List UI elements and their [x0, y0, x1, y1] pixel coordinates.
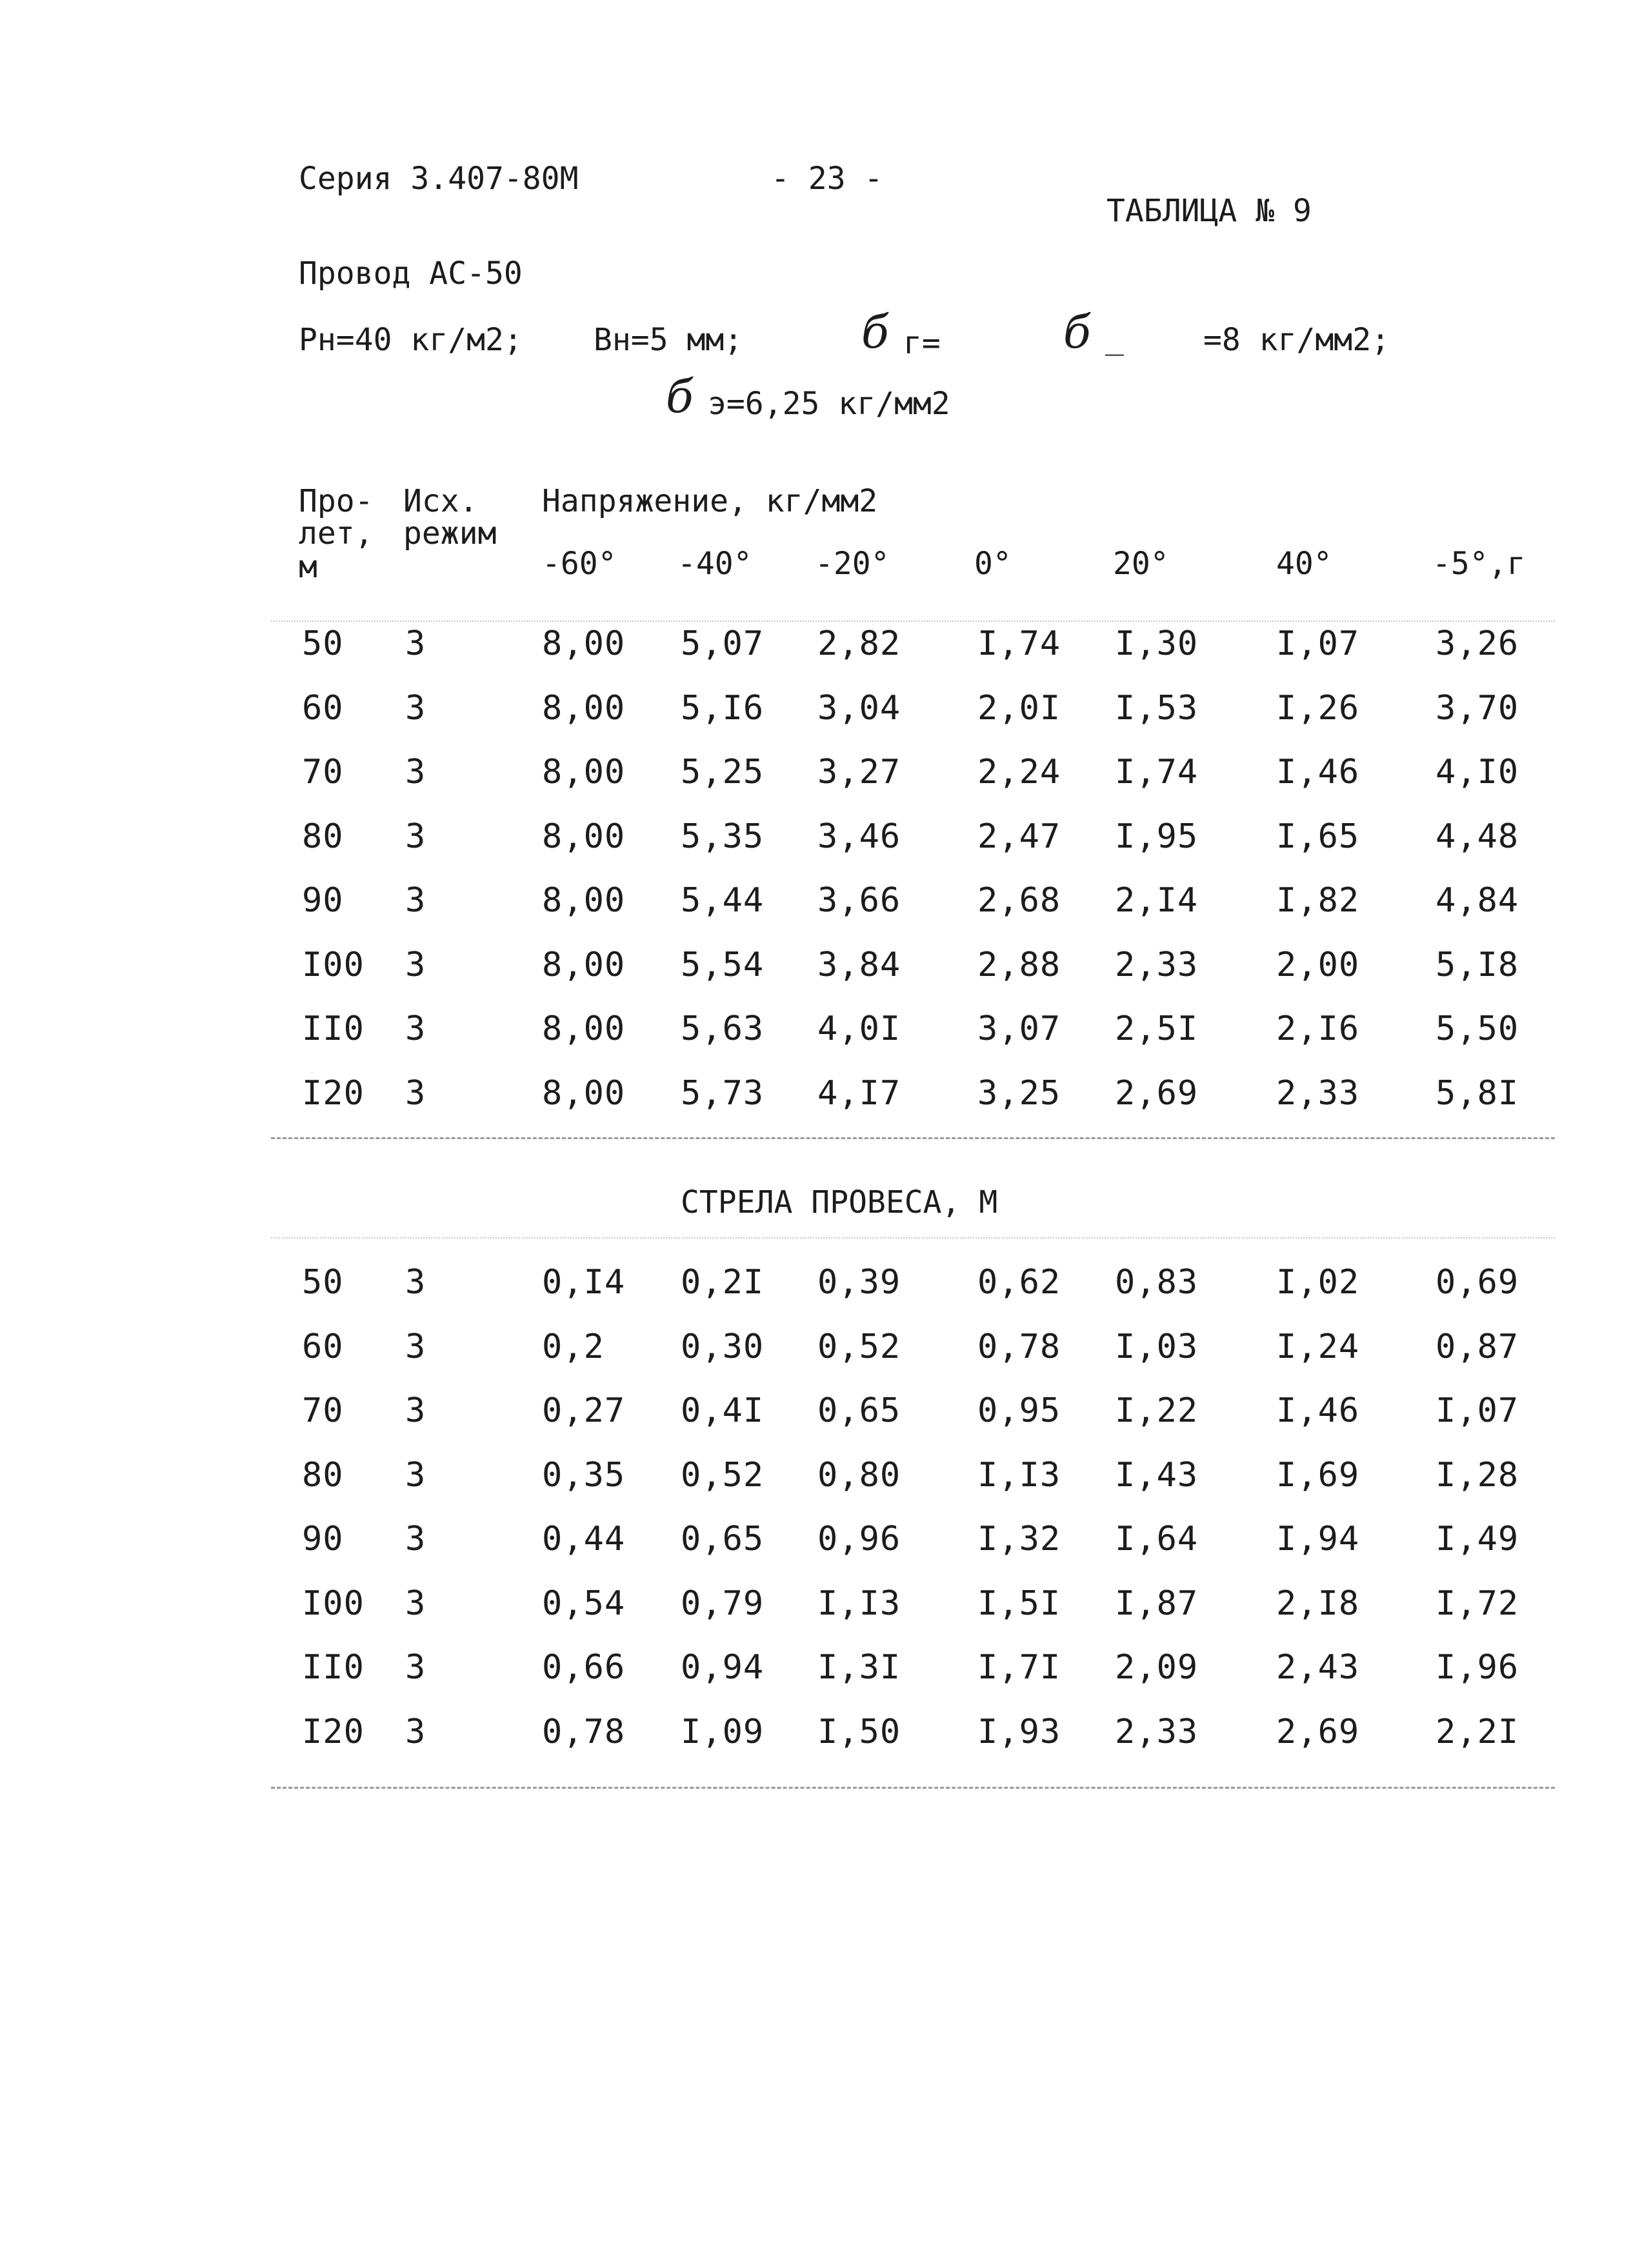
sag-row	[0, 1712, 1631, 1754]
value-cell: 5,25	[681, 753, 765, 791]
temp-header: -20°	[815, 546, 890, 582]
value-cell: I,95	[1115, 817, 1199, 856]
span-cell: 90	[302, 1520, 344, 1558]
value-cell: 2,I8	[1276, 1584, 1360, 1623]
value-cell: 2,68	[977, 881, 1061, 920]
value-cell: I,43	[1115, 1455, 1199, 1495]
sag-row	[0, 1522, 1631, 1561]
value-cell: 0,79	[681, 1584, 765, 1623]
value-cell: 2,69	[1276, 1712, 1360, 1751]
value-cell: 8,00	[542, 881, 626, 920]
value-cell: I,7I	[977, 1648, 1061, 1687]
value-cell: 0,94	[681, 1648, 765, 1687]
span-cell: I00	[302, 945, 365, 984]
value-cell: I,64	[1115, 1520, 1199, 1558]
value-cell: I,22	[1115, 1391, 1199, 1430]
stress-row	[0, 817, 1631, 859]
value-cell: 0,87	[1436, 1327, 1519, 1366]
mode-cell: 3	[405, 1010, 426, 1048]
span-cell: 80	[302, 817, 344, 856]
value-cell: I,46	[1276, 753, 1360, 791]
value-cell: 3,27	[817, 753, 901, 791]
value-cell: 0,62	[977, 1263, 1061, 1302]
param-pn: Рн=40 кг/м2;	[299, 322, 523, 358]
value-cell: I,3I	[817, 1648, 901, 1687]
span-cell: 90	[302, 881, 344, 920]
value-cell: 5,8I	[1436, 1073, 1519, 1113]
sag-header-divider	[271, 1237, 1555, 1238]
value-cell: 3,07	[977, 1010, 1061, 1048]
stress-row	[0, 755, 1631, 794]
value-cell: 0,54	[542, 1584, 626, 1623]
col-mode-line2: режим	[403, 515, 497, 552]
value-cell: 0,96	[817, 1520, 901, 1558]
value-cell: I,74	[1115, 753, 1199, 791]
sag-title: СТРЕЛА ПРОВЕСА, М	[681, 1184, 998, 1220]
span-cell: I20	[302, 1712, 365, 1751]
value-cell: 4,I7	[817, 1073, 901, 1113]
value-cell: 0,78	[542, 1712, 626, 1751]
stress-row	[0, 688, 1631, 730]
value-cell: 3,04	[817, 688, 901, 728]
mode-cell: 3	[405, 1648, 426, 1687]
sag-row	[0, 1648, 1631, 1689]
value-cell: 2,69	[1115, 1073, 1199, 1113]
temp-header: 40°	[1276, 546, 1332, 582]
value-cell: I,82	[1276, 881, 1360, 920]
value-cell: I,65	[1276, 817, 1360, 856]
value-cell: 0,2	[542, 1327, 605, 1366]
mode-cell: 3	[405, 1455, 426, 1495]
page-number: - 23 -	[771, 161, 883, 197]
value-cell: I,50	[817, 1712, 901, 1751]
value-cell: 0,78	[977, 1327, 1061, 1366]
span-cell: 80	[302, 1455, 344, 1495]
span-cell: I00	[302, 1584, 365, 1623]
span-cell: II0	[302, 1648, 365, 1687]
param-bn: Вн=5 мм;	[594, 322, 743, 358]
value-cell: 2,09	[1115, 1648, 1199, 1687]
sigma-minus-symbol: б	[1063, 306, 1091, 359]
value-cell: 0,83	[1115, 1263, 1199, 1302]
stress-row	[0, 945, 1631, 987]
value-cell: I,94	[1276, 1520, 1360, 1558]
sag-row	[0, 1584, 1631, 1626]
table-title: ТАБЛИЦА № 9	[1106, 193, 1312, 229]
value-cell: 0,30	[681, 1327, 765, 1366]
value-cell: 0,52	[681, 1455, 765, 1495]
span-cell: 50	[302, 1263, 344, 1302]
value-cell: 0,80	[817, 1455, 901, 1495]
value-cell: 0,65	[817, 1391, 901, 1430]
sigma-minus-suffix: _	[1105, 320, 1124, 356]
value-cell: 5,07	[681, 624, 765, 663]
mode-cell: 3	[405, 1073, 426, 1113]
temp-header: -5°,г	[1432, 546, 1526, 582]
value-cell: I,72	[1436, 1584, 1519, 1623]
stress-title: Напряжение, кг/мм2	[542, 483, 878, 519]
col-span-line2: лет,	[299, 515, 374, 552]
value-cell: 3,25	[977, 1073, 1061, 1113]
value-cell: 4,0I	[817, 1010, 901, 1048]
value-cell: I,09	[681, 1712, 765, 1751]
value-cell: 0,65	[681, 1520, 765, 1558]
temp-header: -40°	[677, 546, 752, 582]
value-cell: 2,24	[977, 753, 1061, 791]
span-cell: 70	[302, 1391, 344, 1430]
stress-row	[0, 624, 1631, 666]
value-cell: 0,39	[817, 1263, 901, 1302]
value-cell: 0,44	[542, 1520, 626, 1558]
value-cell: I,I3	[977, 1455, 1061, 1495]
value-cell: 8,00	[542, 624, 626, 663]
value-cell: I,49	[1436, 1520, 1519, 1558]
value-cell: 2,0I	[977, 688, 1061, 728]
value-cell: 8,00	[542, 753, 626, 791]
temp-header: -60°	[542, 546, 617, 582]
mode-cell: 3	[405, 624, 426, 663]
value-cell: I,32	[977, 1520, 1061, 1558]
span-cell: 50	[302, 624, 344, 663]
value-cell: 0,2I	[681, 1263, 765, 1302]
value-cell: 5,44	[681, 881, 765, 920]
value-cell: 0,52	[817, 1327, 901, 1366]
value-cell: 5,I6	[681, 688, 765, 728]
value-cell: I,02	[1276, 1263, 1360, 1302]
value-cell: 4,84	[1436, 881, 1519, 920]
value-cell: 5,63	[681, 1010, 765, 1048]
temp-header: 20°	[1113, 546, 1169, 582]
value-cell: 2,00	[1276, 945, 1360, 984]
value-cell: 5,35	[681, 817, 765, 856]
value-cell: 0,69	[1436, 1263, 1519, 1302]
sag-bottom-divider	[271, 1787, 1555, 1789]
header-divider	[271, 621, 1555, 622]
span-cell: I20	[302, 1073, 365, 1113]
series-label: Серия 3.407-80М	[299, 161, 579, 197]
mode-cell: 3	[405, 753, 426, 791]
sigma-g-symbol: б	[861, 306, 889, 359]
value-cell: 2,47	[977, 817, 1061, 856]
value-cell: 0,4I	[681, 1391, 765, 1430]
value-cell: I,93	[977, 1712, 1061, 1751]
value-cell: I,28	[1436, 1455, 1519, 1495]
value-cell: 5,73	[681, 1073, 765, 1113]
sag-row	[0, 1327, 1631, 1369]
wire-title: Провод АС-50	[299, 255, 523, 292]
sag-row	[0, 1455, 1631, 1497]
span-cell: 70	[302, 753, 344, 791]
sigma-g-suffix: г=	[903, 325, 941, 361]
col-span-line1: Про-	[299, 483, 374, 519]
mode-cell: 3	[405, 817, 426, 856]
value-cell: 2,I4	[1115, 881, 1199, 920]
value-cell: I,03	[1115, 1327, 1199, 1366]
value-cell: 5,54	[681, 945, 765, 984]
mode-cell: 3	[405, 945, 426, 984]
value-cell: 5,I8	[1436, 945, 1519, 984]
value-cell: I,30	[1115, 624, 1199, 663]
value-cell: I,96	[1436, 1648, 1519, 1687]
value-cell: 0,95	[977, 1391, 1061, 1430]
mode-cell: 3	[405, 1263, 426, 1302]
sigma-e-value: э=6,25 кг/мм2	[708, 386, 950, 422]
value-cell: 5,50	[1436, 1010, 1519, 1048]
value-cell: 0,35	[542, 1455, 626, 1495]
value-cell: 3,70	[1436, 688, 1519, 728]
value-cell: I,87	[1115, 1584, 1199, 1623]
col-mode-line1: Исх.	[403, 483, 478, 519]
value-cell: 4,48	[1436, 817, 1519, 856]
value-cell: 2,33	[1276, 1073, 1360, 1113]
mode-cell: 3	[405, 1391, 426, 1430]
value-cell: 0,I4	[542, 1263, 626, 1302]
value-cell: 2,43	[1276, 1648, 1360, 1687]
temp-header: 0°	[974, 546, 1012, 582]
mode-cell: 3	[405, 688, 426, 728]
value-cell: I,46	[1276, 1391, 1360, 1430]
value-cell: 2,33	[1115, 1712, 1199, 1751]
value-cell: I,74	[977, 624, 1061, 663]
value-cell: 2,33	[1115, 945, 1199, 984]
value-cell: 8,00	[542, 1073, 626, 1113]
mode-cell: 3	[405, 1584, 426, 1623]
span-cell: II0	[302, 1010, 365, 1048]
value-cell: 8,00	[542, 945, 626, 984]
value-cell: 2,5I	[1115, 1010, 1199, 1048]
param-value: =8 кг/мм2;	[1203, 322, 1390, 358]
value-cell: I,69	[1276, 1455, 1360, 1495]
value-cell: 8,00	[542, 688, 626, 728]
mode-cell: 3	[405, 881, 426, 920]
span-cell: 60	[302, 1327, 344, 1366]
mode-cell: 3	[405, 1327, 426, 1366]
value-cell: I,5I	[977, 1584, 1061, 1623]
sag-row	[0, 1263, 1631, 1304]
value-cell: I,26	[1276, 688, 1360, 728]
stress-bottom-divider	[271, 1137, 1555, 1139]
stress-row	[0, 1012, 1631, 1051]
value-cell: I,I3	[817, 1584, 901, 1623]
value-cell: 2,88	[977, 945, 1061, 984]
value-cell: 0,27	[542, 1391, 626, 1430]
mode-cell: 3	[405, 1712, 426, 1751]
value-cell: I,07	[1436, 1391, 1519, 1430]
sigma-e-symbol: б	[666, 370, 694, 423]
value-cell: 3,66	[817, 881, 901, 920]
value-cell: 2,I6	[1276, 1010, 1360, 1048]
value-cell: 0,66	[542, 1648, 626, 1687]
value-cell: 2,82	[817, 624, 901, 663]
sag-row	[0, 1391, 1631, 1433]
col-span-line3: м	[299, 549, 317, 585]
value-cell: 8,00	[542, 817, 626, 856]
value-cell: I,24	[1276, 1327, 1360, 1366]
value-cell: 2,2I	[1436, 1712, 1519, 1751]
mode-cell: 3	[405, 1520, 426, 1558]
value-cell: 3,26	[1436, 624, 1519, 663]
value-cell: I,53	[1115, 688, 1199, 728]
stress-row	[0, 881, 1631, 922]
value-cell: 3,46	[817, 817, 901, 856]
value-cell: 8,00	[542, 1010, 626, 1048]
value-cell: I,07	[1276, 624, 1360, 663]
value-cell: 3,84	[817, 945, 901, 984]
stress-row	[0, 1073, 1631, 1115]
value-cell: 4,I0	[1436, 753, 1519, 791]
span-cell: 60	[302, 688, 344, 728]
